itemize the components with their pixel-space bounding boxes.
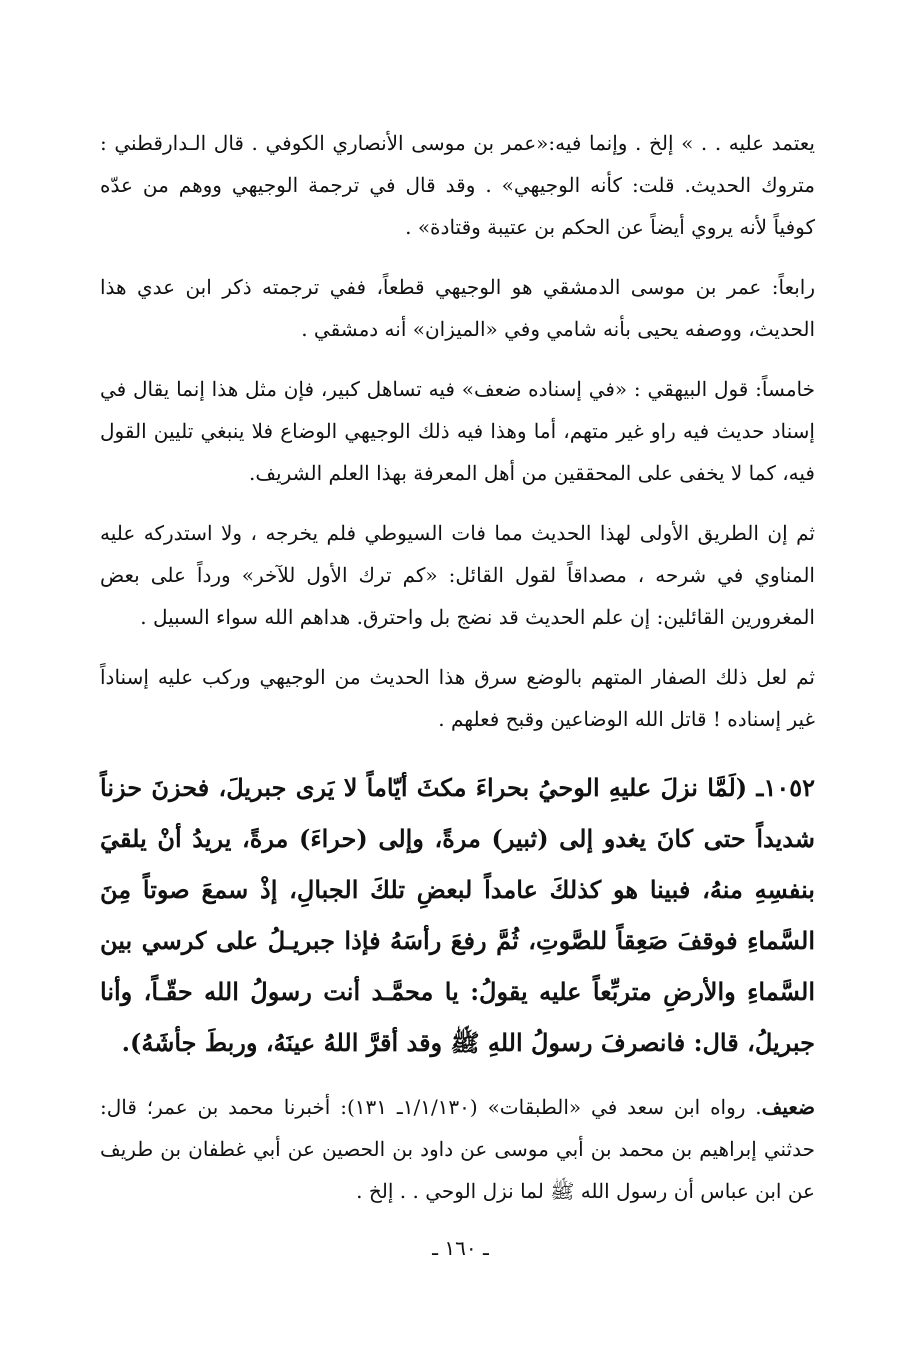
- grading-label: ضعيف: [761, 1095, 816, 1119]
- paragraph-fourth-point: رابعاً: عمر بن موسى الدمشقي هو الوجيهي قطعاً، ففي ترجمته ذكر ابن عدي هذا الحديث، ووصفه يحيى بأنه شامي وفي «الميزان» أنه دمشقي .: [100, 275, 815, 341]
- hadith-text: ١٠٥٢ـ (لَمَّا نزلَ عليهِ الوحيُ بحراءَ مكثَ أيّاماً لا يَرى جبريلَ، فحزنَ حزناً شديداً حتى كانَ يغدو إلى (ثبير) مرةً، وإلى (حراءَ) مرةً، يريدُ أنْ يلقيَ بنفسِهِ منهُ، فبينا هو كذلكَ عامداً لبعضِ تلكَ الجبالِ، إذْ سمعَ صوتاً مِنَ السَّماءِ فوقفَ صَعِقاً للصَّوتِ، ثُمَّ رفعَ رأسَهُ فإذا جبريـلُ على كرسي بين السَّماءِ والأرضِ متربِّعاً عليه يقولُ: يا محمَّـد أنت رسولُ الله حقّـاً، وأنا جبريلُ، قال: فانصرفَ رسولُ اللهِ ﷺ وقد أقرَّ اللهُ عينَهُ، وربطَ جأشَهُ).: [100, 773, 815, 1057]
- paragraph-continuation: يعتمد عليه . . » إلخ . وإنما فيه:«عمر بن موسى الأنصاري الكوفي . قال الـدارقطني : متروك الحديث. قلت: كأنه الوجيهي» . وقد قال في ترجمة الوجيهي ووهم من عدّه كوفياً لأنه يروي أيضاً عن الحكم بن عتيبة وقتادة» .: [100, 131, 815, 239]
- hadith-grading: [100, 1086, 815, 1212]
- paragraph-first-route-note: ثم إن الطريق الأولى لهذا الحديث مما فات السيوطي فلم يخرجه ، ولا استدركه عليه المناوي في شرحه ، مصداقاً لقول القائل: «كم ترك الأول للآخر» ورداً على بعض المغرورين القائلين: إن علم الحديث قد نضج بل واحترق. هداهم الله سواء السبيل .: [100, 521, 815, 629]
- page-body: [100, 122, 815, 1230]
- grading-text: . رواه ابن سعد في «الطبقات» (١/١/١٣٠ـ ١٣١): أخبرنا محمد بن عمر؛ قال: حدثني إبراهيم بن محمد بن أبي موسى عن داود بن الحصين عن أبي غطفان بن طريف عن ابن عباس أن رسول الله ﷺ لما نزل الوحي . . إلخ .: [100, 1095, 815, 1203]
- paragraph-fifth-point: خامساً: قول البيهقي : «في إسناده ضعف» فيه تساهل كبير، فإن مثل هذا إنما يقال في إسناد حديث فيه راو غير متهم، أما وهذا فيه ذلك الوجيهي الوضاع فلا ينبغي تليين القول فيه، كما لا يخفى على المحققين من أهل المعرفة بهذا العلم الشريف.: [100, 377, 815, 485]
- page-number: ـ ١٦٠ ـ: [432, 1236, 489, 1260]
- paragraph-saffar-note: ثم لعل ذلك الصفار المتهم بالوضع سرق هذا الحديث من الوجيهي وركب عليه إسناداً غير إسناده ! قاتل الله الوضاعين وقبح فعلهم .: [100, 665, 815, 731]
